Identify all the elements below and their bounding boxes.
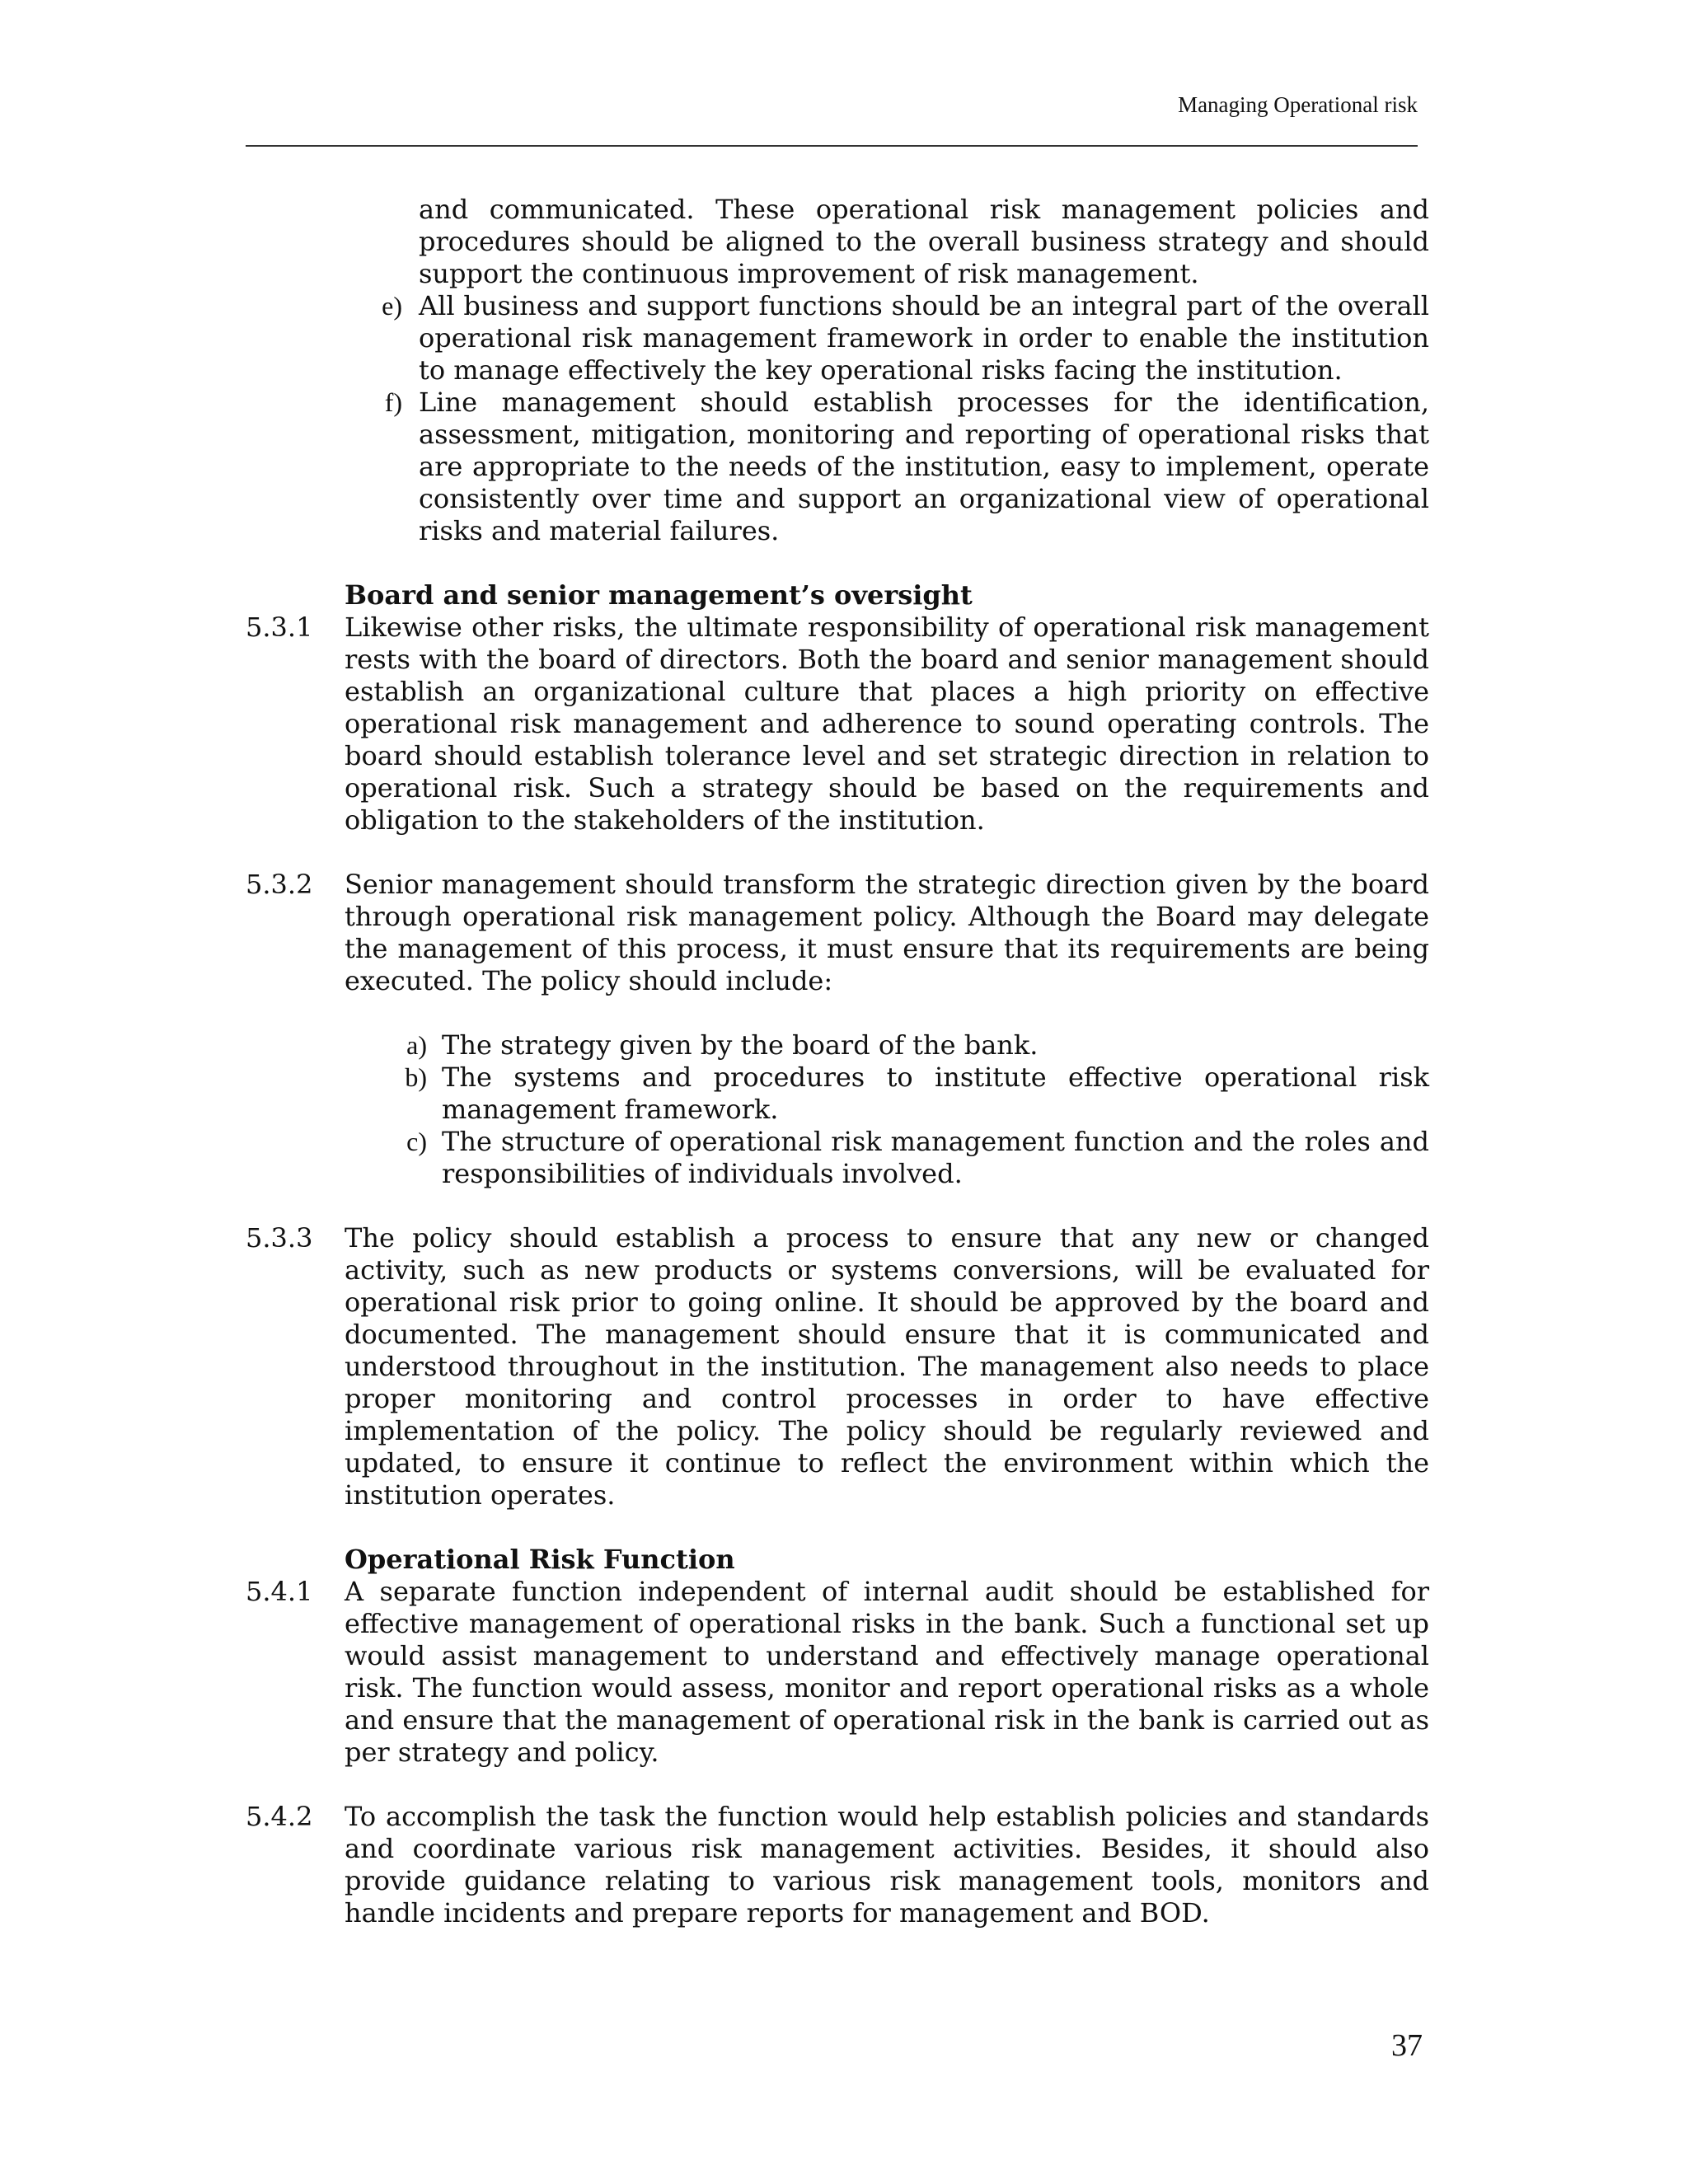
list-item-label: f) [384,387,402,417]
paragraph-5-4-1 [246,1576,1429,1769]
list-item [246,1029,1429,1062]
paragraph-5-4-2 [246,1801,1429,1929]
page-body [246,194,1429,1929]
list-item-text: The systems and procedures to institute effective operational risk management framework. [442,1062,1429,1125]
paragraph-number: 5.4.2 [246,1801,313,1832]
policy-list [246,1029,1429,1190]
paragraph-5-3-1 [246,612,1429,837]
list-item-label: e) [382,291,402,321]
running-header: Managing Operational risk [1178,92,1418,117]
list-item [246,1126,1429,1190]
paragraph-number: 5.3.3 [246,1222,313,1254]
paragraph-5-3-2 [246,869,1429,997]
list-item-text: The strategy given by the board of the bank. [442,1029,1039,1061]
paragraph-text: A separate function independent of internal audit should be established for effective management of operational risks in the bank. Such a functional set up would assist management to understand and effectively manage operational risk. The function would assess, monitor and report operational risks as a whole and ensure that the management of operational risk in the bank is carried out as per strategy and policy. [345,1576,1429,1768]
paragraph-text: To accomplish the task the function would help establish policies and standards and coordinate various risk management activities. Besides, it should also provide guidance relating to various risk management tools, monitors and handle incidents and prepare reports for management and BOD. [345,1801,1429,1929]
paragraph-5-3-3 [246,1222,1429,1511]
list-item [246,1062,1429,1126]
paragraph-text: Senior management should transform the strategic direction given by the board through operational risk management policy. Although the Board may delegate the management of this process, it must ensure that its requirements are being executed. The policy should include: [345,869,1429,996]
list-item-text: All business and support functions should be an integral part of the overall operational risk management framework in order to enable the institution to manage effectively the key operational risks facing the institution. [419,290,1429,386]
paragraph-number: 5.3.1 [246,612,313,643]
list-item-label: b) [405,1062,427,1092]
list-item-text: Line management should establish processes for the identification, assessment, mitigation, monitoring and reporting of operational risks that are appropriate to the needs of the institution, easy to implement, operate consistently over time and support an organizational view of operational risks and material failures. [419,387,1429,546]
principles-list [246,290,1429,547]
list-item-text: The structure of operational risk management function and the roles and responsibilities of individuals involved. [442,1126,1429,1189]
section-heading-function: Operational Risk Function [345,1544,735,1575]
list-item-label: c) [406,1127,427,1156]
paragraph-number: 5.3.2 [246,869,313,900]
paragraph-number: 5.4.1 [246,1576,313,1607]
continuation-paragraph: and communicated. These operational risk management policies and procedures should be aligned to the overall business strategy and should support the continuous improvement of risk management. [419,194,1429,289]
list-item [246,290,1429,387]
list-item-label: a) [406,1030,427,1060]
list-item [246,387,1429,547]
section-heading-board: Board and senior management’s oversight [345,579,973,611]
paragraph-text: The policy should establish a process to ensure that any new or changed activity, such as new products or systems conversions, will be evaluated for operational risk prior to going online. It should be approved by the board and documented. The management should ensure that it is communicated and understood throughout in the institution. The management also needs to place proper monitoring and control processes in order to have effective implementation of the policy. The policy should be regularly reviewed and updated, to ensure it continue to reflect the environment within which the institution operates. [345,1222,1429,1511]
page-number: 37 [1391,2028,1423,2063]
header-divider [246,145,1418,147]
paragraph-text: Likewise other risks, the ultimate responsibility of operational risk management rests with the board of directors. Both the board and senior management should establish an organizational culture that places a high priority on effective operational risk management and adherence to sound operating controls. The board should establish tolerance level and set strategic direction in relation to operational risk. Such a strategy should be based on the requirements and obligation to the stakeholders of the institution. [345,612,1429,836]
